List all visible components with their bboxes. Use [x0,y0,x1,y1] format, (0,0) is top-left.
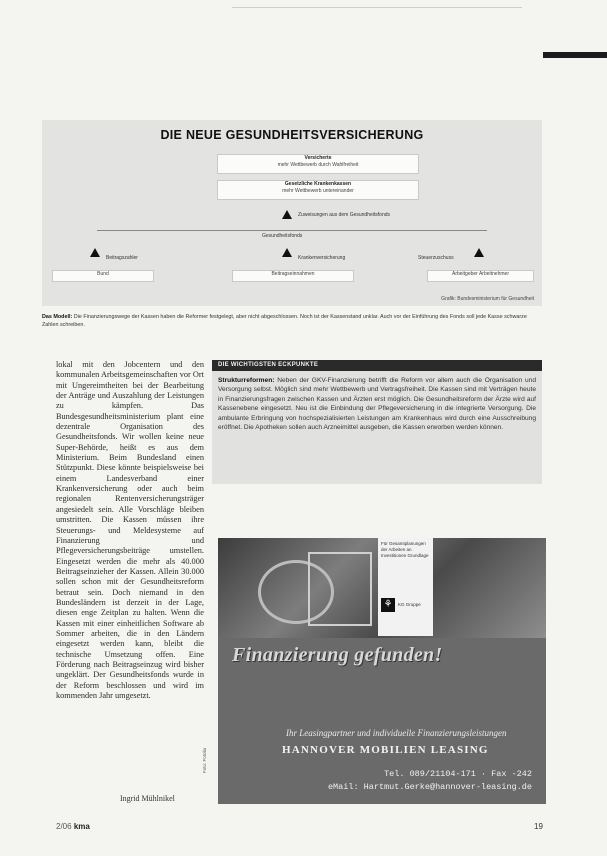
diagram-box-employer-label: Arbeitgeber Arbeitnehmer [452,271,509,277]
top-rule [232,7,522,8]
diagram-label-tax: Steuerzuschuss [418,255,454,261]
diagram-box-employer [427,270,534,282]
leasing-advertisement[interactable] [218,538,546,804]
photo-credit: Foto: Fotolia [202,748,207,774]
page-number: 19 [534,822,543,831]
health-insurance-diagram [42,120,542,306]
diagram-caption [42,313,542,329]
diagram-label-insurance: Krankenversicherung [298,255,346,261]
footer-magazine-name: kma [73,822,90,831]
diagram-box-revenue [232,270,354,282]
ad-photo [218,538,546,638]
ad-brand: HANNOVER MOBILIEN LEASING [282,744,489,756]
diagram-label-fonds: Gesundheitsfonds [262,233,303,239]
footer-issue: 2/06 [56,822,72,831]
triangle-arrow-icon [90,248,100,257]
caption-text: Die Finanzierungswege der Kassen haben die Reformer festgelegt, aber nicht abgeschlossen. Noch ist der Kassenstand unklar. Auch vor der Einführung des Fonds soll jede Kasse schwarze Zahlen schreiben. [42,314,527,328]
diagram-box-federal [52,270,154,282]
diagram-box-insurers-text: mehr Wettbewerb untereinander [282,188,354,194]
diagram-box-federal-label: Bund [97,271,109,277]
key-points-body [212,371,542,437]
diagram-box-insured-title: Versicherte [304,155,332,161]
diagram-box-insured [217,154,419,174]
article-author: Ingrid Mühlnikel [120,794,175,803]
key-points-lead: Strukturreformen: [218,377,275,384]
diagram-box-insured-text: mehr Wettbewerb durch Wahlfreiheit [277,162,359,168]
footer-magazine [56,822,90,831]
triangle-arrow-icon [282,248,292,257]
diagram-label-allocations: Zuweisungen aus dem Gesundheitsfonds [298,212,391,218]
ad-photo-frame [308,552,372,626]
key-points-box [212,360,542,484]
diagram-credit: Grafik: Bundesministerium für Gesundheit [441,296,534,302]
ad-phone: Tel. 089/21104-171 · Fax -242 [384,769,532,779]
ad-inset-logo-text: KG Gruppe [398,602,421,607]
article-column [56,360,204,701]
ad-email[interactable]: eMail: Hartmut.Gerke@hannover-leasing.de [327,782,532,792]
diagram-box-insurers [217,180,419,200]
triangle-arrow-icon [282,210,292,219]
triangle-arrow-icon [474,248,484,257]
ad-logo-icon: ⚘ [381,598,395,612]
diagram-label-contributors: Beitragszahler [106,255,138,261]
article-text: lokal mit den Jobcentern und den kommunalen Arbeitsgemeinschaften vor Ort mit Ungereimtheiten bei der Bearbeitung der Anträge und Auszahlung der Leistungen zu kämpfen. Das Bundesgesundheitsministerium plant eine dezentrale Organisation des Gesundheitsfonds. Wir wollen keine neue Super-Behörde, heißt es aus dem Ministerium. Beim Bundesland einen Stützpunkt. Diese könnte beispielsweise bei einem Landesverband einer Krankenversicherung oder auch beim regionalen Rentenversicherungsträger angesiedelt sein. Alle Vorschläge bleiben umstritten. Die Kassen müssen ihre Steuerungs- und Meldesysteme auf Finanzierung und Pflegeversicherungsbeiträge umstellen. Eingesetzt werden die mehr als 40.000 Beitragseinzieher der Kassen. Allein 30.000 sollen schon mit der Gesundheitsreform betraut sein. Doch niemand in den Bundesländern ist derzeit in der Lage, diesen enge Zeitplan zu halten. Wenn die Kassen mit einer einheitlichen Software ab Sommer arbeiten, die in den Ländern eingesetzt werden kann, bleibt die technische Umsetzung offen. Eine Förderung nach Beitragseinzug wird bisher ungeklärt. Der Gesundheitsfonds wurde in der Reform beschlossen und wird im kommenden Jahr umgesetzt. [56,360,204,700]
ad-contact [292,768,532,794]
diagram-title: DIE NEUE GESUNDHEITSVERSICHERUNG [160,128,424,142]
ad-inset-text: Für Gesamtplanungen der Arbeiten an Investitionen Grundlage [381,541,429,558]
caption-lead: Das Modell: [42,314,73,320]
page-edge-bar [543,52,607,58]
diagram-connector [97,230,487,231]
key-points-text: Neben der GKV-Finanzierung betrifft die Reform vor allem auch die Organisation und Versorgung selbst. Möglich sind mehr Wettbewerb und Vertragsfreiheit. Die Kassen sind mit Verträgen heute in Finanzierungsfragen zwischen Kassen und Ärzten erst möglich. Die Gesundheitsreform der Ärzte wird auf Kassenebene eingesetzt. Neu ist die Einbindung der Pflegeversicherung in die integrierte Versorgung. Die ambulante Erbringung von hochspezialisierten Leistungen am Krankenhaus wird durch eine Ausschreibung eröffnet. Die Apotheken sollen auch Arzneimittel ausgeben, die Kassen erworben werden können. [218,377,536,432]
ad-inset-panel [378,538,433,636]
diagram-box-insurers-title: Gesetzliche Krankenkassen [284,181,352,187]
key-points-heading: DIE WICHTIGSTEN ECKPUNKTE [212,360,542,371]
ad-tagline: Ihr Leasingpartner und individuelle Finanzierungsleistungen [286,728,507,738]
ad-headline: Finanzierung gefunden! [232,644,443,666]
diagram-box-revenue-label: Beitragseinnahmen [271,271,315,277]
